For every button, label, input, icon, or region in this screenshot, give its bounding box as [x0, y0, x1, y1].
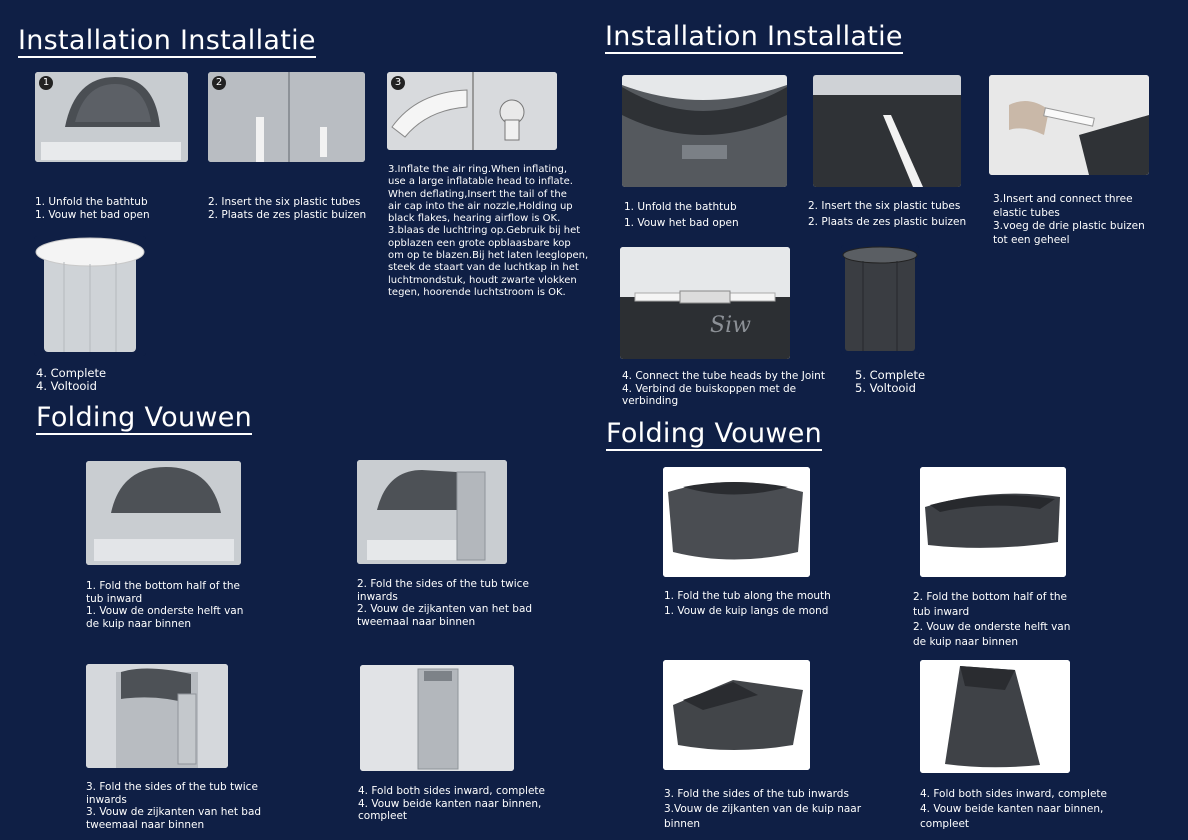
left-fold-caption-4: 4. Fold both sides inward, complete 4. Vouw beide kanten naar binnen, compleet — [358, 785, 545, 822]
right-install-photo-5 — [841, 245, 919, 355]
left-fold-title: Folding Vouwen — [36, 402, 253, 433]
left-install-title: Installation Installatie — [18, 25, 316, 56]
left-install-caption-3: 3.Inflate the air ring.When inflating, use a large inflatable head to inflate. When deflating,Insert the tail of the air cap into the air nozzle,Holding up black flakes, hearing airflow is OK. 3.blaas de luchtring op.Gebruik bij het opblazen een grote opblaasbare kop om op te blazen.Bij het laten leeglopen, steek de staart van de luchtkap in het luchtmondstuk, houdt zwarte vlokken tegen, hoorende luchtstroom is OK. — [388, 164, 589, 298]
left-install-photo-1 — [35, 72, 188, 162]
left-fold-photo-1 — [86, 461, 241, 565]
step-badge-1: 1 — [39, 76, 53, 90]
right-fold-caption-2: 2. Fold the bottom half of the tub inward 2. Vouw de onderste helft van de kuip naar binnen — [913, 591, 1071, 648]
right-install-caption-1: 1. Unfold the bathtub 1. Vouw het bad open — [624, 201, 739, 229]
right-install-caption-2: 2. Insert the six plastic tubes 2. Plaats de zes plastic buizen — [808, 200, 967, 228]
right-fold-caption-3: 3. Fold the sides of the tub inwards 3.Vouw de zijkanten van de kuip naar binnen — [664, 788, 862, 830]
step-badge-3: 3 — [391, 76, 405, 90]
right-fold-title: Folding Vouwen — [606, 418, 823, 449]
right-install-photo-1 — [622, 75, 787, 187]
right-fold-photo-2 — [920, 467, 1066, 577]
left-fold-photo-4 — [360, 665, 514, 771]
svg-text:Siw: Siw — [710, 313, 751, 338]
right-install-title: Installation Installatie — [605, 21, 903, 52]
right-fold-caption-4: 4. Fold both sides inward, complete 4. Vouw beide kanten naar binnen, compleet — [920, 788, 1107, 830]
left-fold-caption-3: 3. Fold the sides of the tub twice inwards 3. Vouw de zijkanten van het bad tweemaal naar binnen — [86, 781, 262, 831]
left-install-caption-1: 1. Unfold the bathtub 1. Vouw het bad open — [35, 196, 150, 221]
right-fold-photo-4 — [920, 660, 1070, 773]
left-install-photo-4 — [34, 236, 146, 356]
right-install-caption-5: 5. Complete 5. Voltooid — [855, 368, 926, 395]
left-install-caption-2: 2. Insert the six plastic tubes 2. Plaats de zes plastic buizen — [208, 196, 367, 221]
left-install-photo-2 — [208, 72, 365, 162]
left-fold-caption-2: 2. Fold the sides of the tub twice inwards 2. Vouw de zijkanten van het bad tweemaal naar binnen — [357, 578, 533, 628]
right-install-photo-4 — [620, 247, 790, 359]
step-badge-2: 2 — [212, 76, 226, 90]
right-install-photo-3 — [989, 75, 1149, 175]
left-fold-photo-2 — [357, 460, 507, 564]
left-fold-photo-3 — [86, 664, 228, 768]
left-install-caption-4: 4. Complete 4. Voltooid — [36, 366, 107, 393]
right-install-caption-4: 4. Connect the tube heads by the Joint 4. Verbind de buiskoppen met de verbinding — [622, 370, 825, 407]
right-install-caption-3: 3.Insert and connect three elastic tubes 3.voeg de drie plastic buizen tot een geheel — [993, 193, 1145, 246]
left-fold-caption-1: 1. Fold the bottom half of the tub inward 1. Vouw de onderste helft van de kuip naar binnen — [86, 580, 244, 630]
left-install-photo-3 — [387, 72, 557, 150]
right-fold-photo-1 — [663, 467, 810, 577]
right-fold-caption-1: 1. Fold the tub along the mouth 1. Vouw de kuip langs de mond — [664, 590, 831, 617]
right-install-photo-2 — [813, 75, 961, 187]
right-fold-photo-3 — [663, 660, 810, 770]
